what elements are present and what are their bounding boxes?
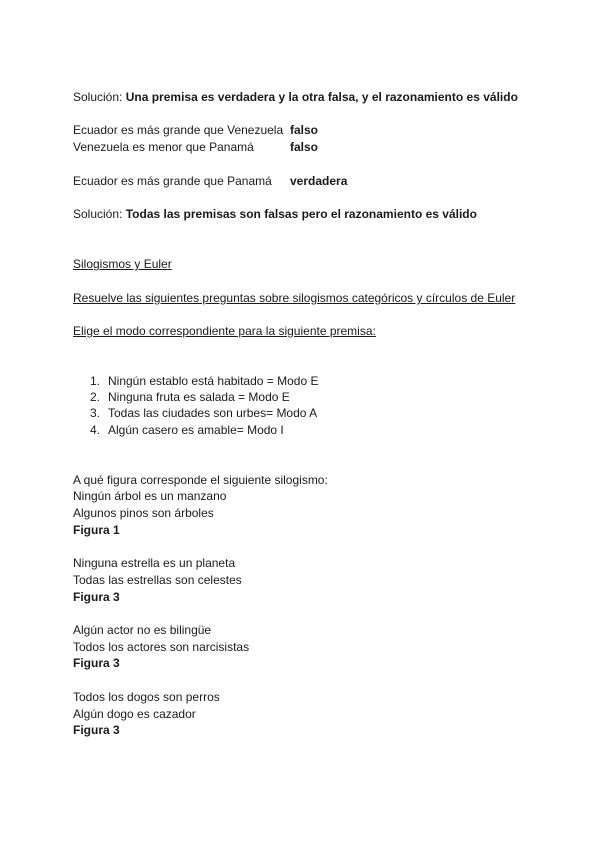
mode-item-1-number: 1. — [90, 374, 101, 388]
solution-1 — [73, 89, 518, 105]
mode-item-4-number: 4. — [90, 423, 101, 437]
mode-item-4-text: Algún casero es amable= Modo I — [108, 423, 284, 437]
mode-item-4 — [90, 422, 284, 438]
mode-item-3 — [90, 405, 317, 421]
syllogism-2-answer: Figura 3 — [73, 590, 120, 604]
comparison-1-statement: Ecuador es más grande que Venezuela — [73, 123, 284, 137]
mode-item-3-number: 3. — [90, 406, 101, 420]
mode-item-3-text: Todas las ciudades son urbes= Modo A — [108, 406, 318, 420]
syllogism-1-premise-1: Ningún árbol es un manzano — [73, 489, 227, 503]
syllogism-3-premise-1: Algún actor no es bilingüe — [73, 623, 212, 637]
figure-question: A qué figura corresponde el siguiente silogismo: — [73, 473, 328, 487]
comparison-3-statement: Ecuador es más grande que Panamá — [73, 174, 272, 188]
comparison-3-value: verdadera — [290, 174, 348, 188]
syllogism-3-answer: Figura 3 — [73, 656, 120, 670]
solution-1-label: Solución: — [73, 90, 123, 104]
comparison-2-value: falso — [290, 140, 319, 154]
mode-item-1 — [90, 373, 318, 389]
syllogism-4-premise-2: Algún dogo es cazador — [73, 707, 196, 721]
section-title: Silogismos y Euler — [73, 257, 172, 271]
solution-2-text: Todas las premisas son falsas pero el razonamiento es válido — [125, 207, 477, 221]
syllogism-1-premise-2: Algunos pinos son árboles — [73, 506, 214, 520]
comparison-1-value: falso — [290, 123, 319, 137]
syllogism-3-premise-2: Todos los actores son narcisistas — [73, 640, 250, 654]
solution-2-label: Solución: — [73, 207, 123, 221]
subinstruction: Elige el modo correspondiente para la siguiente premisa: — [73, 324, 376, 338]
instruction: Resuelve las siguientes preguntas sobre silogismos categóricos y círculos de Euler — [73, 291, 516, 305]
comparison-2-statement: Venezuela es menor que Panamá — [73, 140, 254, 154]
mode-item-1-text: Ningún establo está habitado = Modo E — [108, 374, 319, 388]
syllogism-2-premise-2: Todas las estrellas son celestes — [73, 573, 242, 587]
syllogism-2-premise-1: Ninguna estrella es un planeta — [73, 556, 236, 570]
syllogism-1-answer: Figura 1 — [73, 523, 120, 537]
syllogism-4-premise-1: Todos los dogos son perros — [73, 690, 220, 704]
mode-item-2-number: 2. — [90, 390, 101, 404]
mode-item-2-text: Ninguna fruta es salada = Modo E — [108, 390, 290, 404]
solution-2 — [73, 206, 477, 222]
syllogism-4-answer: Figura 3 — [73, 723, 120, 737]
mode-item-2 — [90, 389, 290, 405]
solution-1-text: Una premisa es verdadera y la otra falsa, y el razonamiento es válido — [125, 90, 518, 104]
